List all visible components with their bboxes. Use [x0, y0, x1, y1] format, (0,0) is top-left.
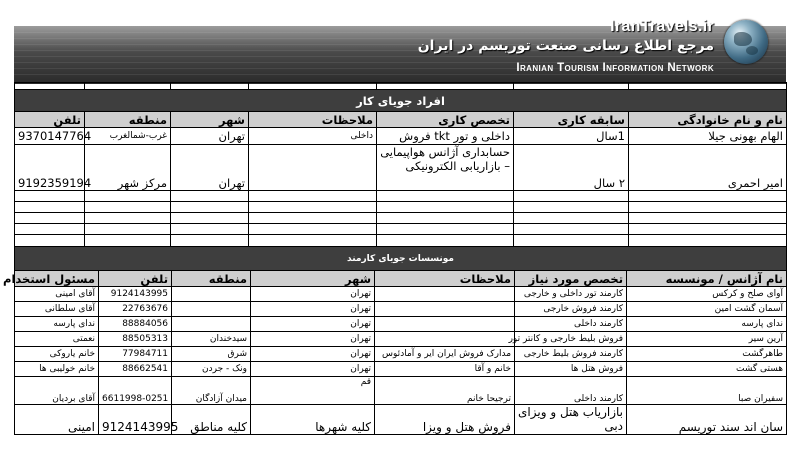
table-row	[15, 302, 787, 317]
cell-required-skill: کارمند تور داخلی و خارجی	[515, 287, 627, 302]
cell-notes	[375, 302, 515, 317]
cell-region: کلیه مناطق	[172, 405, 251, 435]
cell-city: تهران	[251, 347, 375, 362]
col-phone: تلفن	[15, 112, 85, 128]
cell-recruiter: ندای پارسه	[15, 317, 99, 332]
cell-name: امیر احمری	[629, 145, 787, 191]
spacer-row	[15, 83, 787, 90]
cell-required-skill: کارمند داخلی	[515, 317, 627, 332]
cell-city: قم	[251, 377, 375, 405]
cell-phone: 77984711	[99, 347, 172, 362]
col-phone: تلفن	[99, 271, 172, 287]
cell-agency: سفیران صبا	[627, 377, 787, 405]
agencies-table	[3, 246, 787, 435]
table-row	[15, 347, 787, 362]
jobseekers-table	[14, 82, 787, 247]
cell-city: کلیه شهرها	[251, 405, 375, 435]
cell-notes: ترجیحا خانم	[375, 377, 515, 405]
cell-region: مرکز شهر	[85, 145, 171, 191]
cell-city: تهران	[251, 332, 375, 347]
cell-required-skill: کارمند داخلی	[515, 377, 627, 405]
cell-phone: 9124143995	[99, 287, 172, 302]
table-row	[15, 405, 787, 435]
cell-agency: آرین سیر	[627, 332, 787, 347]
table-row	[15, 191, 787, 202]
col-notes: ملاحظات	[375, 271, 515, 287]
table-row	[15, 235, 787, 247]
cell-recruiter: آقای سلطانی	[15, 302, 99, 317]
table-row	[15, 362, 787, 377]
cell-experience: ۲ سال	[514, 145, 629, 191]
cell-notes: فروش هتل و ویزا	[375, 405, 515, 435]
cell-required-skill: کارمند فروش بلیط خارجی	[515, 347, 627, 362]
site-banner	[14, 12, 786, 84]
col-agency: نام آژانس / مونسسه	[627, 271, 787, 287]
table-row	[15, 224, 787, 235]
table-row	[15, 377, 787, 405]
cell-notes	[375, 287, 515, 302]
cell-city: تهران	[251, 302, 375, 317]
table-row	[15, 213, 787, 224]
section-header	[15, 90, 787, 112]
cell-recruiter: نعمتی	[15, 332, 99, 347]
cell-phone: 88662541	[99, 362, 172, 377]
cell-agency: هستی گشت	[627, 362, 787, 377]
cell-region: سیدخندان	[172, 332, 251, 347]
cell-notes	[375, 317, 515, 332]
cell-city: تهران	[251, 362, 375, 377]
col-region: منطقه	[172, 271, 251, 287]
cell-notes: داخلی	[249, 128, 377, 145]
globe-icon	[724, 20, 768, 64]
table-row	[15, 202, 787, 213]
cell-agency: سان اند سند توریسم	[627, 405, 787, 435]
cell-recruiter: امینی	[15, 405, 99, 435]
cell-name: الهام بهونی جیلا	[629, 128, 787, 145]
col-specialty: تخصص کاری	[377, 112, 514, 128]
table-row	[15, 128, 787, 145]
table-row	[15, 332, 787, 347]
banner-title-en: Iranian Tourism Information Network	[516, 62, 714, 74]
cell-notes	[249, 145, 377, 191]
table-row	[15, 317, 787, 332]
banner-title-fa: مرجع اطلاع رسانی صنعت توریسم در ایران	[417, 38, 714, 54]
cell-agency: آوای صلح و کرکس	[627, 287, 787, 302]
cell-recruiter: آقای بردیان	[15, 377, 99, 405]
cell-region	[172, 317, 251, 332]
cell-region: شرق	[172, 347, 251, 362]
cell-phone: 9124143995	[99, 405, 172, 435]
cell-region: ونک - جردن	[172, 362, 251, 377]
cell-recruiter: خانم خولیبی ها	[15, 362, 99, 377]
cell-region: میدان آزادگان	[172, 377, 251, 405]
cell-phone: 9370147764	[15, 128, 85, 145]
cell-agency: طاهرگشت	[627, 347, 787, 362]
col-experience: سابقه کاری	[514, 112, 629, 128]
col-city: شهر	[251, 271, 375, 287]
column-header-row	[15, 271, 787, 287]
cell-city: تهران	[251, 317, 375, 332]
table-row	[15, 287, 787, 302]
cell-phone: 6611998-0251	[99, 377, 172, 405]
cell-phone: 22763676	[99, 302, 172, 317]
cell-specialty: داخلی و تور tkt فروش	[377, 128, 514, 145]
cell-city: تهران	[251, 287, 375, 302]
jobseekers-title: افراد جویای کار	[15, 90, 787, 112]
cell-required-skill: کارمند فروش خارجی	[515, 302, 627, 317]
cell-specialty: حسابداری آژانس هواپیمایی – بازاریابی الکترونیکی	[377, 145, 514, 191]
cell-required-skill: بازاریاب هتل و ویزای دبی	[515, 405, 627, 435]
cell-recruiter: آقای امینی	[15, 287, 99, 302]
cell-agency: آسمان گشت امین	[627, 302, 787, 317]
col-name: نام و نام خانوادگی	[629, 112, 787, 128]
col-notes: ملاحظات	[249, 112, 377, 128]
cell-city: تهران	[171, 145, 249, 191]
cell-region: غرب-شمالغرب	[85, 128, 171, 145]
column-header-row	[15, 112, 787, 128]
col-required-skill: تخصص مورد نیاز	[515, 271, 627, 287]
cell-experience: 1سال	[514, 128, 629, 145]
col-recruiter: مسئول استخدام	[15, 271, 99, 287]
cell-required-skill: فروش هتل ها	[515, 362, 627, 377]
cell-notes	[375, 332, 515, 347]
cell-city: تهران	[171, 128, 249, 145]
cell-notes: مدارک فروش ایران ایر و آمادئوس	[375, 347, 515, 362]
col-city: شهر	[171, 112, 249, 128]
cell-region	[172, 302, 251, 317]
col-region: منطقه	[85, 112, 171, 128]
cell-agency: ندای پارسه	[627, 317, 787, 332]
cell-region	[172, 287, 251, 302]
cell-required-skill: فروش بلیط خارجی و کانتر تور	[515, 332, 627, 347]
agencies-title: مونسسات جویای کارمند	[15, 247, 787, 271]
cell-notes: خانم و آقا	[375, 362, 515, 377]
cell-phone: 88505313	[99, 332, 172, 347]
site-name[interactable]: IranTravels.ir	[610, 18, 714, 35]
cell-recruiter: خانم یاروکی	[15, 347, 99, 362]
cell-phone: 9192359194	[15, 145, 85, 191]
cell-phone: 88884056	[99, 317, 172, 332]
table-row	[15, 145, 787, 191]
section-header	[15, 247, 787, 271]
